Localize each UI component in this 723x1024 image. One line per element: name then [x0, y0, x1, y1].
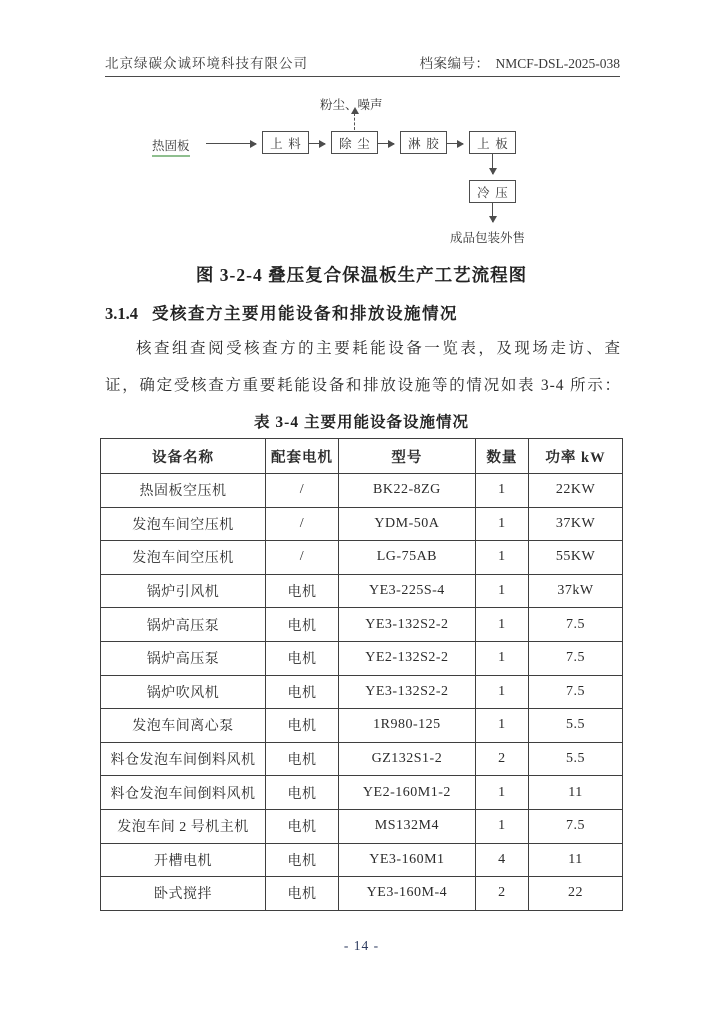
table-cell: 5.5 — [529, 709, 623, 743]
equipment-table — [100, 438, 623, 911]
table-cell: 锅炉吹风机 — [101, 675, 266, 709]
table-cell: YE2-132S2-2 — [339, 641, 476, 675]
paragraph-line: 证，确定受核查方重要耗能设备和排放设施等的情况如表 3-4 所示： — [105, 377, 621, 394]
table-cell: 1 — [475, 574, 528, 608]
arrow-right-icon — [378, 143, 394, 144]
column-header-device-name: 设备名称 — [101, 439, 266, 474]
flow-step-gluing: 淋胶 — [400, 131, 447, 154]
table-cell: 料仓发泡车间倒料风机 — [101, 776, 266, 810]
table-title: 表 3-4 主要用能设备设施情况 — [254, 414, 469, 431]
table-cell: 22KW — [529, 474, 623, 508]
table-row — [101, 809, 623, 843]
table-row — [101, 776, 623, 810]
table-cell: 1 — [475, 776, 528, 810]
paragraph-line: 核查组查阅受核查方的主要耗能设备一览表，及现场走访、查 — [136, 340, 621, 357]
table-cell: 1 — [475, 507, 528, 541]
table-cell: 1 — [475, 709, 528, 743]
table-cell: 1 — [475, 675, 528, 709]
table-cell: / — [265, 474, 338, 508]
flow-step-dedusting: 除尘 — [331, 131, 378, 154]
table-cell: 电机 — [265, 675, 338, 709]
table-cell: 5.5 — [529, 742, 623, 776]
table-cell: YE3-160M1 — [339, 843, 476, 877]
table-row — [101, 541, 623, 575]
table-row — [101, 709, 623, 743]
table-cell: 发泡车间 2 号机主机 — [101, 809, 266, 843]
table-cell: YE3-225S-4 — [339, 574, 476, 608]
table-row — [101, 474, 623, 508]
table-cell: 发泡车间空压机 — [101, 541, 266, 575]
table-cell: 电机 — [265, 608, 338, 642]
table-cell: 电机 — [265, 809, 338, 843]
table-cell: 1 — [475, 541, 528, 575]
table-row — [101, 742, 623, 776]
table-cell: 11 — [529, 843, 623, 877]
page-number: - 14 - — [343, 938, 380, 953]
table-cell: 2 — [475, 877, 528, 911]
column-header-motor: 配套电机 — [265, 439, 338, 474]
table-cell: / — [265, 541, 338, 575]
table-row — [101, 608, 623, 642]
section-title: 受核查方主要用能设备和排放设施情况 — [152, 304, 458, 323]
table-cell: 热固板空压机 — [101, 474, 266, 508]
table-cell: 1 — [475, 641, 528, 675]
table-cell: 电机 — [265, 877, 338, 911]
arrow-right-icon — [447, 143, 463, 144]
table-row — [101, 641, 623, 675]
column-header-power: 功率 kW — [529, 439, 623, 474]
equipment-table-body — [101, 474, 623, 911]
table-cell: 锅炉高压泵 — [101, 608, 266, 642]
arrow-down-icon — [492, 202, 493, 222]
table-cell: 37kW — [529, 574, 623, 608]
table-cell: 发泡车间离心泵 — [101, 709, 266, 743]
table-row — [101, 877, 623, 911]
arrow-right-icon — [309, 143, 325, 144]
table-cell: 锅炉引风机 — [101, 574, 266, 608]
company-name: 北京绿碳众诚环境科技有限公司 — [105, 56, 308, 71]
table-cell: BK22-8ZG — [339, 474, 476, 508]
table-row — [101, 507, 623, 541]
table-cell: 1 — [475, 809, 528, 843]
table-cell: YE3-132S2-2 — [339, 608, 476, 642]
table-cell: 1 — [475, 608, 528, 642]
section-number: 3.1.4 — [105, 304, 138, 323]
table-cell: 2 — [475, 742, 528, 776]
section-heading — [105, 300, 620, 324]
flow-output-label: 成品包装外售 — [450, 231, 526, 245]
table-cell: 电机 — [265, 709, 338, 743]
table-cell: 7.5 — [529, 675, 623, 709]
arrow-up-dashed-icon — [354, 113, 355, 130]
table-cell: 电机 — [265, 641, 338, 675]
table-cell: MS132M4 — [339, 809, 476, 843]
table-header-row — [101, 439, 623, 474]
table-row — [101, 843, 623, 877]
table-cell: / — [265, 507, 338, 541]
table-cell: 4 — [475, 843, 528, 877]
table-cell: 11 — [529, 776, 623, 810]
table-cell: 锅炉高压泵 — [101, 641, 266, 675]
table-cell: 1R980-125 — [339, 709, 476, 743]
table-cell: 7.5 — [529, 608, 623, 642]
column-header-quantity: 数量 — [475, 439, 528, 474]
table-cell: YE3-132S2-2 — [339, 675, 476, 709]
table-cell: 开槽电机 — [101, 843, 266, 877]
column-header-model: 型号 — [339, 439, 476, 474]
table-cell: YDM-50A — [339, 507, 476, 541]
table-cell: 料仓发泡车间倒料风机 — [101, 742, 266, 776]
table-cell: 37KW — [529, 507, 623, 541]
table-cell: 电机 — [265, 776, 338, 810]
table-row — [101, 574, 623, 608]
arrow-right-icon — [206, 143, 256, 144]
table-cell: 7.5 — [529, 641, 623, 675]
table-cell: LG-75AB — [339, 541, 476, 575]
body-paragraph — [105, 330, 621, 404]
table-cell: GZ132S1-2 — [339, 742, 476, 776]
process-flow-diagram — [0, 0, 723, 260]
table-cell: 7.5 — [529, 809, 623, 843]
figure-caption: 图 3-2-4 叠压复合保温板生产工艺流程图 — [195, 265, 528, 285]
flow-step-cold-press: 冷压 — [469, 180, 516, 203]
flow-step-feeding: 上料 — [262, 131, 309, 154]
table-cell: 电机 — [265, 843, 338, 877]
flow-input-label: 热固板 — [152, 136, 190, 157]
arrow-down-icon — [492, 153, 493, 174]
flow-emission-label: 粉尘、噪声 — [320, 98, 383, 112]
table-cell: 发泡车间空压机 — [101, 507, 266, 541]
table-cell: 卧式搅拌 — [101, 877, 266, 911]
doc-number-value: NMCF-DSL-2025-038 — [495, 56, 620, 71]
table-cell: 1 — [475, 474, 528, 508]
table-cell: 55KW — [529, 541, 623, 575]
table-cell: 电机 — [265, 574, 338, 608]
table-cell: 电机 — [265, 742, 338, 776]
doc-number-label: 档案编号： — [419, 56, 490, 71]
table-cell: YE3-160M-4 — [339, 877, 476, 911]
table-cell: YE2-160M1-2 — [339, 776, 476, 810]
flow-step-boarding: 上板 — [469, 131, 516, 154]
table-cell: 22 — [529, 877, 623, 911]
table-row — [101, 675, 623, 709]
